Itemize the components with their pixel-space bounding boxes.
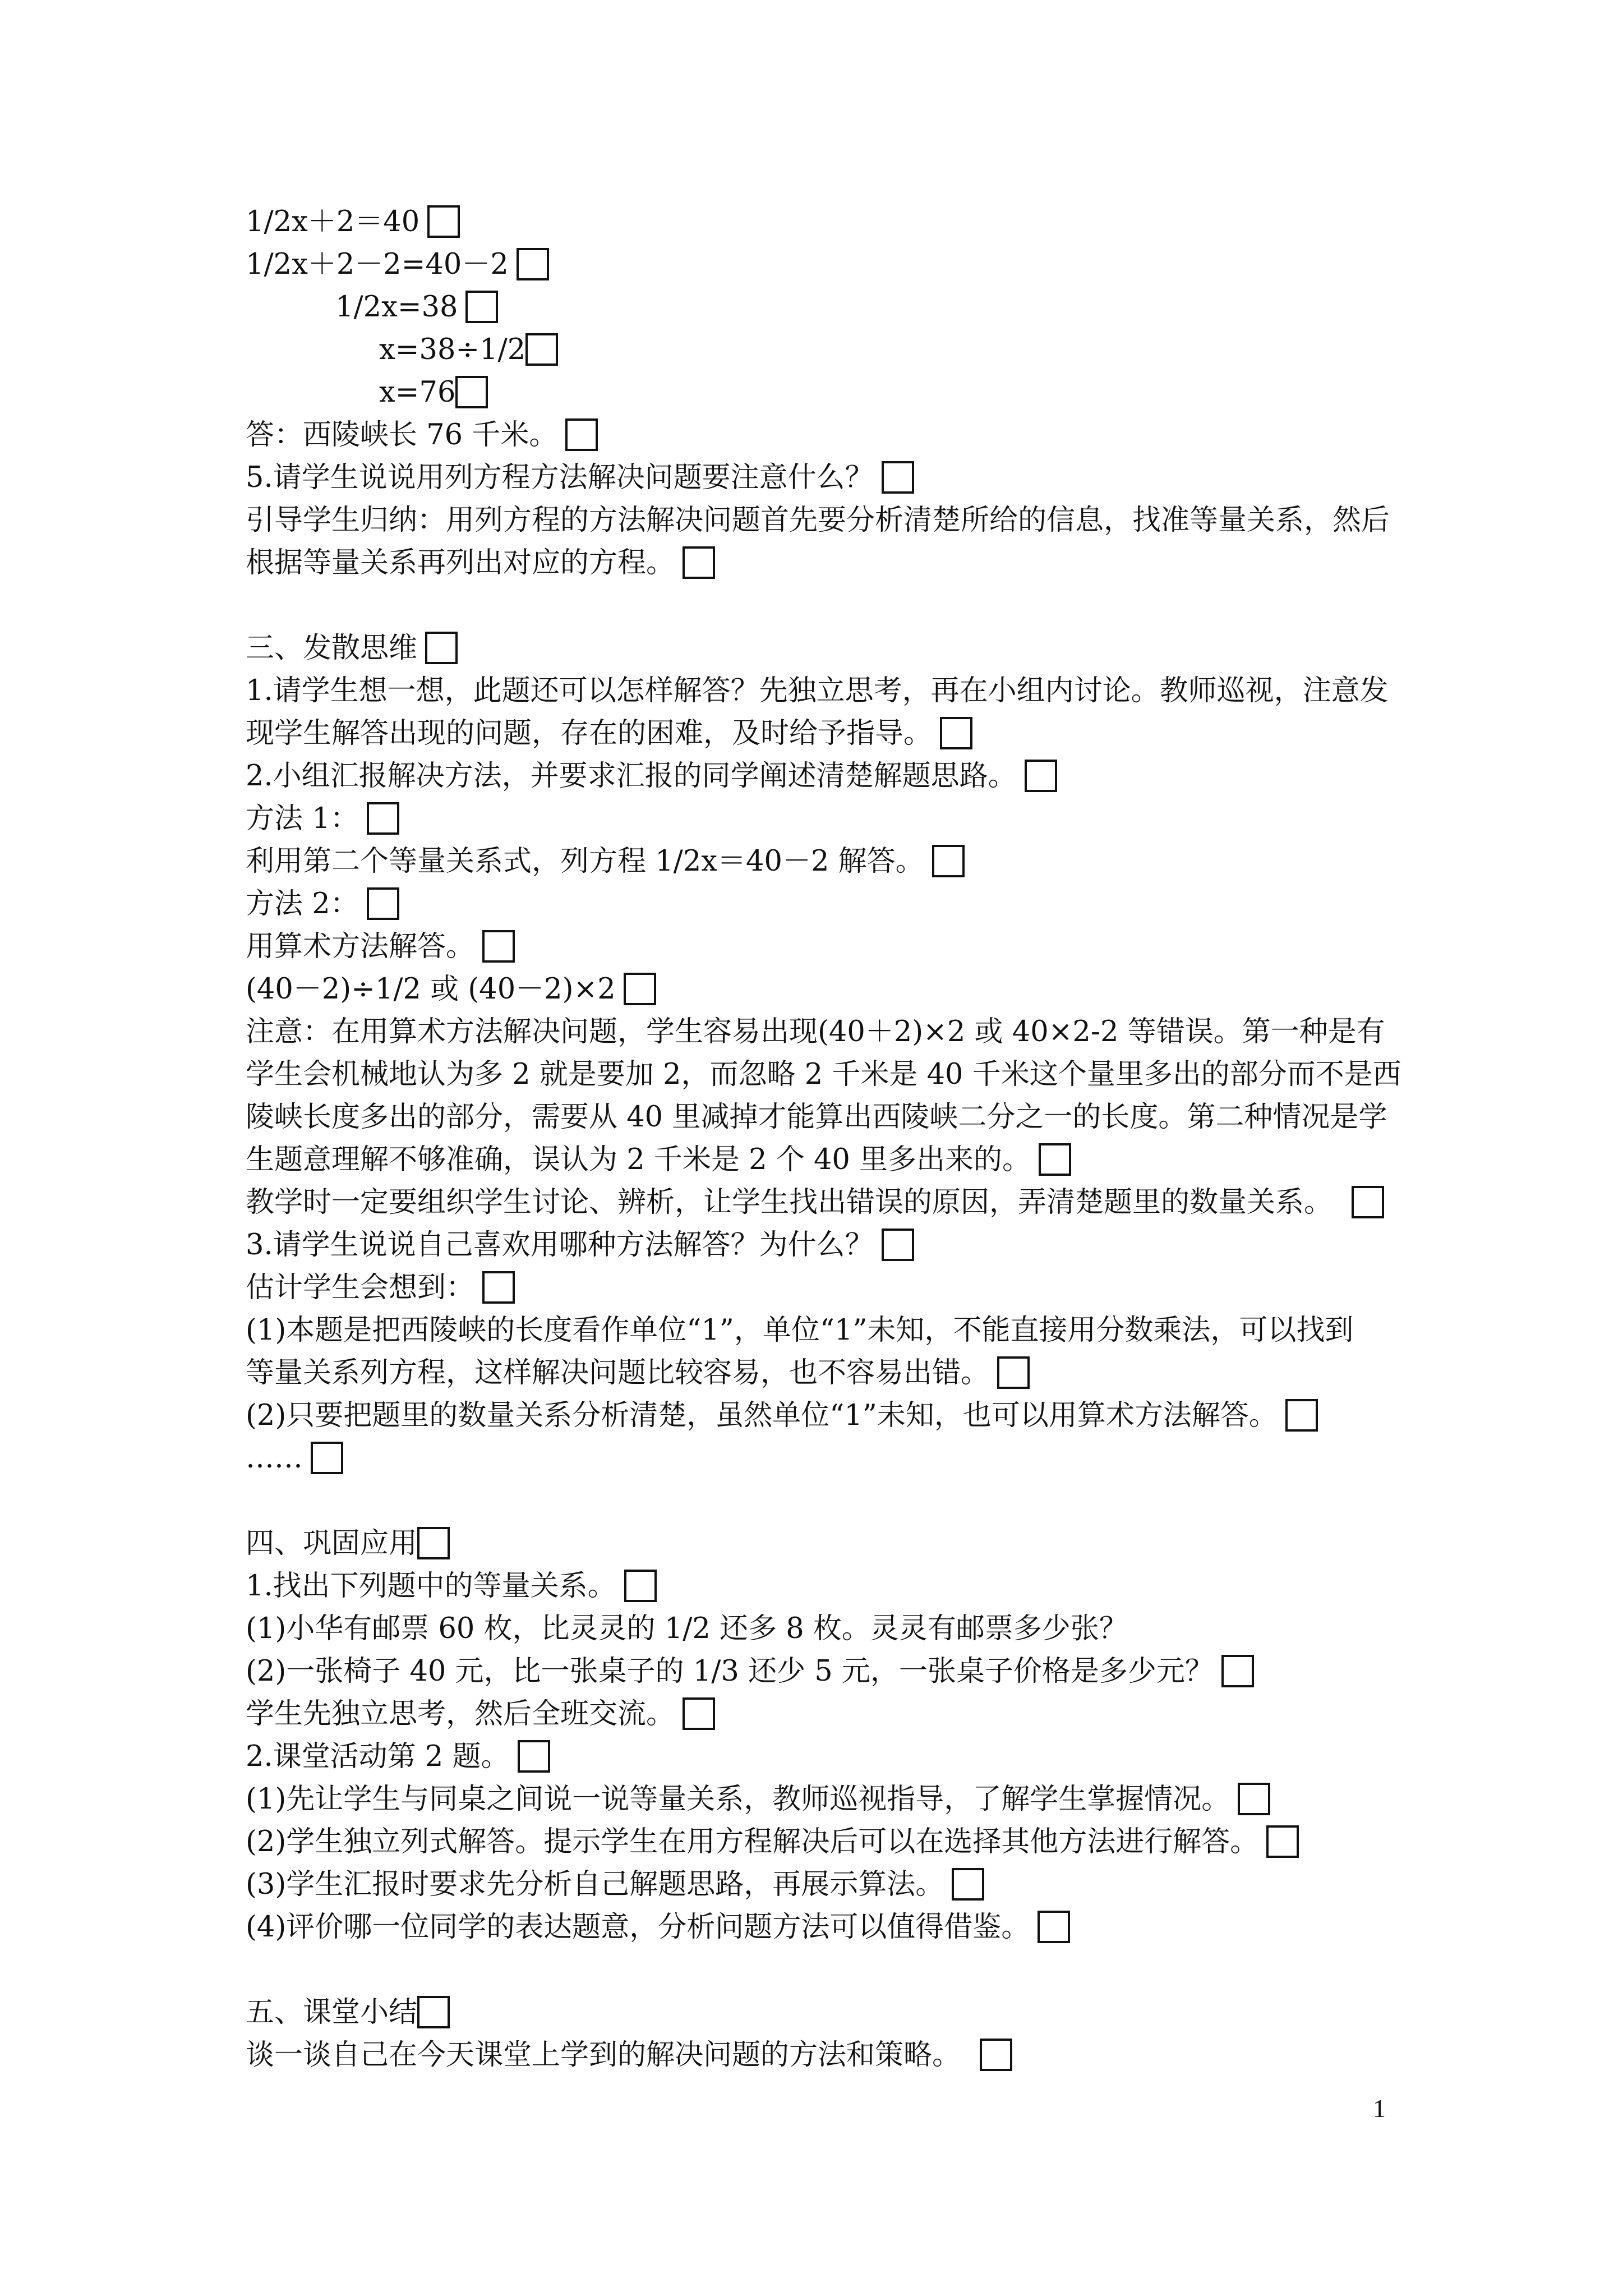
checkbox-square (482, 1271, 515, 1304)
checkbox-square (940, 717, 972, 749)
text-line: x=76 (379, 370, 488, 415)
text-line: (2)一张椅子 40 元，比一张桌子的 1/3 还少 5 元，一张桌子价格是多少元？ (246, 1649, 1254, 1694)
section-heading: 五、课堂小结 (246, 1990, 450, 2035)
section-heading: 三、发散思维 (246, 626, 458, 671)
checkbox-square (882, 461, 914, 494)
checkbox-square (1221, 1655, 1254, 1687)
text-line: (1)本题是把西陵峡的长度看作单位“1”，单位“1”未知，不能直接用分数乘法，可以找到 (246, 1314, 1354, 1347)
answer-line: 答：西陵峡长 76 千米。 (246, 413, 598, 458)
text-line: 引导学生归纳：用列方程的方法解决问题首先要分析清楚所给的信息，找准等量关系，然后 (246, 504, 1390, 537)
text-line: 学生会机械地认为多 2 就是要加 2，而忽略 2 千米是 40 千米这个量里多出的部分而不是西 (246, 1058, 1401, 1091)
checkbox-square (952, 1868, 984, 1901)
checkbox-square (1025, 760, 1057, 792)
text-line: (40－2)÷1/2 或 (40－2)×2 (246, 967, 656, 1012)
text-line: 5.请学生说说用列方程方法解决问题要注意什么？ (246, 455, 914, 500)
checkbox-square (367, 887, 399, 920)
checkbox-square (997, 1356, 1030, 1389)
checkbox-square (1352, 1186, 1384, 1218)
text-line: 教学时一定要组织学生讨论、辨析，让学生找出错误的原因，弄清楚题里的数量关系。 (246, 1180, 1384, 1225)
text-line: 学生先独立思考，然后全班交流。 (246, 1692, 715, 1737)
checkbox-square (525, 333, 558, 366)
page-number: 1 (1373, 2094, 1386, 2123)
checkbox-square (624, 973, 656, 1005)
checkbox-square (367, 802, 399, 835)
text-line: (1)小华有邮票 60 枚，比灵灵的 1/2 还多 8 枚。灵灵有邮票多少张？ (246, 1612, 1128, 1645)
checkbox-square (1266, 1825, 1299, 1858)
text-line: 根据等量关系再列出对应的方程。 (246, 541, 715, 586)
text-line: 1/2x=38 (335, 285, 498, 330)
checkbox-square (624, 1570, 657, 1602)
text-line: 利用第二个等量关系式，列方程 1/2x＝40－2 解答。 (246, 839, 965, 884)
text-line: 估计学生会想到： (246, 1266, 515, 1310)
text-line: 用算术方法解答。 (246, 924, 515, 969)
text-line: 谈一谈自己在今天课堂上学到的解决问题的方法和策略。 (246, 2033, 1012, 2078)
checkbox-square (311, 1442, 343, 1474)
checkbox-square (1285, 1399, 1318, 1432)
text-line: (3)学生汇报时要求先分析自己解题思路，再展示算法。 (246, 1862, 984, 1907)
text-line: …… (246, 1436, 343, 1481)
checkbox-square (980, 2039, 1012, 2071)
checkbox-square (683, 546, 715, 579)
text-line: 1.找出下列题中的等量关系。 (246, 1564, 657, 1609)
text-line: (2)只要把题里的数量关系分析清楚，虽然单位“1”未知，也可以用算术方法解答。 (246, 1393, 1318, 1438)
checkbox-square (683, 1697, 715, 1730)
text-line: (2)学生独立列式解答。提示学生在用方程解决后可以在选择其他方法进行解答。 (246, 1820, 1299, 1865)
checkbox-square (882, 1228, 914, 1261)
text-line: 等量关系列方程，这样解决问题比较容易，也不容易出错。 (246, 1351, 1030, 1396)
text-line: 2.小组汇报解决方法，并要求汇报的同学阐述清楚解题思路。 (246, 754, 1057, 799)
text-line: 2.课堂活动第 2 题。 (246, 1734, 550, 1779)
checkbox-square (1038, 1911, 1070, 1943)
text-line: (1)先让学生与同桌之间说一说等量关系，教师巡视指导，了解学生掌握情况。 (246, 1777, 1270, 1822)
checkbox-square (932, 845, 965, 877)
text-line: 现学生解答出现的问题，存在的困难，及时给予指导。 (246, 711, 972, 756)
checkbox-square (465, 291, 498, 323)
checkbox-square (417, 1527, 450, 1559)
checkbox-square (565, 418, 598, 451)
text-line: 1.请学生想一想，此题还可以怎样解答？先独立思考，再在小组内讨论。教师巡视，注意发 (246, 674, 1389, 707)
checkbox-square (1238, 1783, 1270, 1815)
text-line: 方法 1： (246, 797, 399, 841)
checkbox-square (482, 930, 515, 963)
text-line: 注意：在用算术方法解决问题，学生容易出现(40＋2)×2 或 40×2-2 等错误。第一种是有 (246, 1015, 1385, 1048)
text-line: 陵峡长度多出的部分，需要从 40 里减掉才能算出西陵峡二分之一的长度。第二种情况是学 (246, 1101, 1387, 1134)
text-line: 1/2x＋2－2=40－2 (246, 242, 549, 287)
checkbox-square (455, 376, 488, 408)
text-line: x=38÷1/2 (379, 328, 558, 372)
checkbox-square (517, 248, 549, 280)
checkbox-square (1039, 1143, 1071, 1176)
text-line: 1/2x＋2＝40 (246, 200, 460, 245)
text-line: 3.请学生说说自己喜欢用哪种方法解答？为什么？ (246, 1223, 914, 1268)
text-line: 方法 2： (246, 882, 399, 927)
text-line: 生题意理解不够准确，误认为 2 千米是 2 个 40 里多出来的。 (246, 1138, 1071, 1182)
checkbox-square (417, 1996, 450, 2028)
section-heading: 四、巩固应用 (246, 1521, 450, 1566)
checkbox-square (427, 205, 460, 238)
text-line: (4)评价哪一位同学的表达题意，分析问题方法可以值得借鉴。 (246, 1905, 1070, 1950)
checkbox-square (425, 632, 458, 664)
checkbox-square (518, 1740, 550, 1773)
